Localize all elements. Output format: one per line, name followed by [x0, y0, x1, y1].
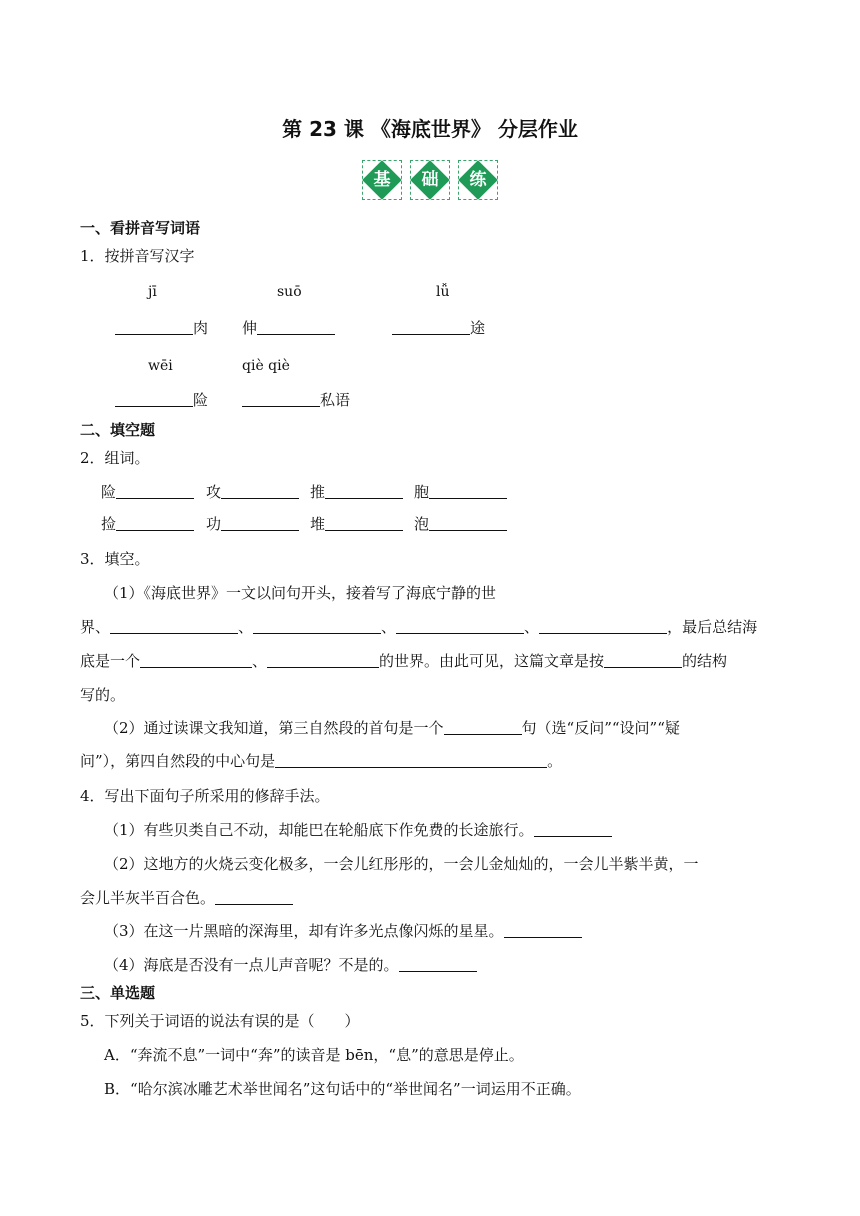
blank-lv-tu [392, 318, 485, 338]
option-a[interactable]: A．“奔流不息”一词中“奔”的读音是 bēn，“息”的意思是停止。 [104, 1046, 524, 1064]
blank-ji-rou [115, 318, 208, 338]
char: 攻 [206, 483, 222, 501]
badge-char: 练 [469, 170, 487, 190]
q3-2-line-a [104, 718, 680, 738]
text: 、 [252, 652, 268, 670]
answer-blank[interactable] [444, 718, 522, 735]
answer-blank[interactable] [325, 482, 403, 499]
text: 。 [547, 752, 563, 770]
char: 功 [206, 515, 222, 533]
answer-blank[interactable] [116, 514, 194, 531]
pinyin-qieqie: qiè qiè [242, 358, 290, 374]
answer-blank[interactable] [392, 318, 470, 335]
section-heading-3: 三、单选题 [80, 984, 156, 1002]
char: 泡 [414, 515, 430, 533]
answer-blank[interactable] [429, 514, 507, 531]
q4-1 [104, 820, 612, 840]
question-2: 2．组词。 [80, 449, 150, 467]
answer-blank[interactable] [267, 651, 379, 668]
badge-basic [362, 160, 402, 200]
answer-blank[interactable] [140, 651, 252, 668]
blank-qieqie-siyu [242, 390, 350, 410]
word-char: 险 [193, 391, 209, 409]
question-1: 1．按拼音写汉字 [80, 247, 195, 265]
word-char: 伸 [242, 319, 258, 337]
page-title: 第 23 课 《海底世界》 分层作业 [282, 117, 578, 141]
text: 、 [381, 618, 397, 636]
q3-2-line-b [80, 751, 562, 771]
text: （4）海底是否没有一点儿声音呢？不是的。 [104, 956, 399, 974]
q4-3 [104, 921, 582, 941]
text: （1）有些贝类自己不动，却能巴在轮船底下作免费的长途旅行。 [104, 821, 534, 839]
answer-blank[interactable] [110, 617, 238, 634]
badge-practice [458, 160, 498, 200]
badge-char: 基 [373, 170, 391, 190]
text: 界、 [80, 618, 111, 636]
option-b[interactable]: B．“哈尔滨冰雕艺术举世闻名”这句话中的“举世闻名”一词运用不正确。 [104, 1080, 581, 1098]
q4-2-line-a: （2）这地方的火烧云变化极多，一会儿红彤彤的，一会儿金灿灿的，一会儿半紫半黄，一 [104, 855, 699, 873]
section-heading-1: 一、看拼音写词语 [80, 219, 201, 237]
answer-blank[interactable] [221, 514, 299, 531]
q3-1-line-c [80, 651, 727, 671]
text: 的结构 [682, 652, 728, 670]
question-5: 5．下列关于词语的说法有误的是（ ） [80, 1012, 360, 1030]
q3-1-line-b [80, 617, 757, 637]
compound-item [414, 514, 507, 534]
q3-1-line-a: （1）《海底世界》一文以问句开头，接着写了海底宁静的世 [104, 584, 497, 602]
blank-shen-suo [242, 318, 335, 338]
answer-blank[interactable] [115, 318, 193, 335]
text: ，最后总结海 [667, 618, 758, 636]
answer-blank[interactable] [242, 390, 320, 407]
pinyin-lv: lǚ [436, 284, 450, 300]
answer-blank[interactable] [215, 888, 293, 905]
text: 底是一个 [80, 652, 141, 670]
q3-1-line-d: 写的。 [80, 686, 126, 704]
text: 句（选“反问”“设问”“疑 [521, 719, 680, 737]
compound-item [206, 482, 299, 502]
word-char: 途 [470, 319, 486, 337]
text: 的世界。由此可见，这篇文章是按 [379, 652, 605, 670]
badge-foundation [410, 160, 450, 200]
text: 会儿半灰半百合色。 [80, 889, 216, 907]
answer-blank[interactable] [604, 651, 682, 668]
compound-item [310, 482, 403, 502]
q4-4 [104, 955, 477, 975]
compound-item [101, 482, 194, 502]
char: 推 [310, 483, 326, 501]
question-4: 4．写出下面句子所采用的修辞手法。 [80, 787, 330, 805]
pinyin-ji: jī [148, 284, 157, 300]
answer-blank[interactable] [116, 482, 194, 499]
compound-item [310, 514, 403, 534]
char: 胞 [414, 483, 430, 501]
pinyin-suo: suō [277, 284, 302, 300]
answer-blank[interactable] [399, 955, 477, 972]
answer-blank[interactable] [115, 390, 193, 407]
answer-blank[interactable] [539, 617, 667, 634]
char: 堆 [310, 515, 326, 533]
answer-blank[interactable] [221, 482, 299, 499]
answer-blank[interactable] [429, 482, 507, 499]
answer-blank[interactable] [396, 617, 524, 634]
blank-wei-xian [115, 390, 208, 410]
answer-blank[interactable] [325, 514, 403, 531]
char: 捡 [101, 515, 117, 533]
text: （2）通过读课文我知道，第三自然段的首句是一个 [104, 719, 444, 737]
compound-item [414, 482, 507, 502]
char: 险 [101, 483, 117, 501]
compound-item [101, 514, 194, 534]
text: 、 [238, 618, 254, 636]
section-heading-2: 二、填空题 [80, 421, 156, 439]
answer-blank[interactable] [253, 617, 381, 634]
text: 、 [524, 618, 540, 636]
answer-blank[interactable] [504, 921, 582, 938]
text: 问”），第四自然段的中心句是 [80, 752, 276, 770]
badge-char: 础 [421, 170, 439, 190]
question-3: 3．填空。 [80, 550, 150, 568]
q4-2-line-b [80, 888, 293, 908]
level-badges [362, 160, 502, 200]
word-char: 私语 [320, 391, 351, 409]
answer-blank[interactable] [257, 318, 335, 335]
answer-blank[interactable] [275, 751, 547, 768]
word-char: 肉 [193, 319, 209, 337]
text: （3）在这一片黑暗的深海里，却有许多光点像闪烁的星星。 [104, 922, 504, 940]
compound-item [206, 514, 299, 534]
answer-blank[interactable] [534, 820, 612, 837]
pinyin-wei: wēi [148, 358, 173, 374]
